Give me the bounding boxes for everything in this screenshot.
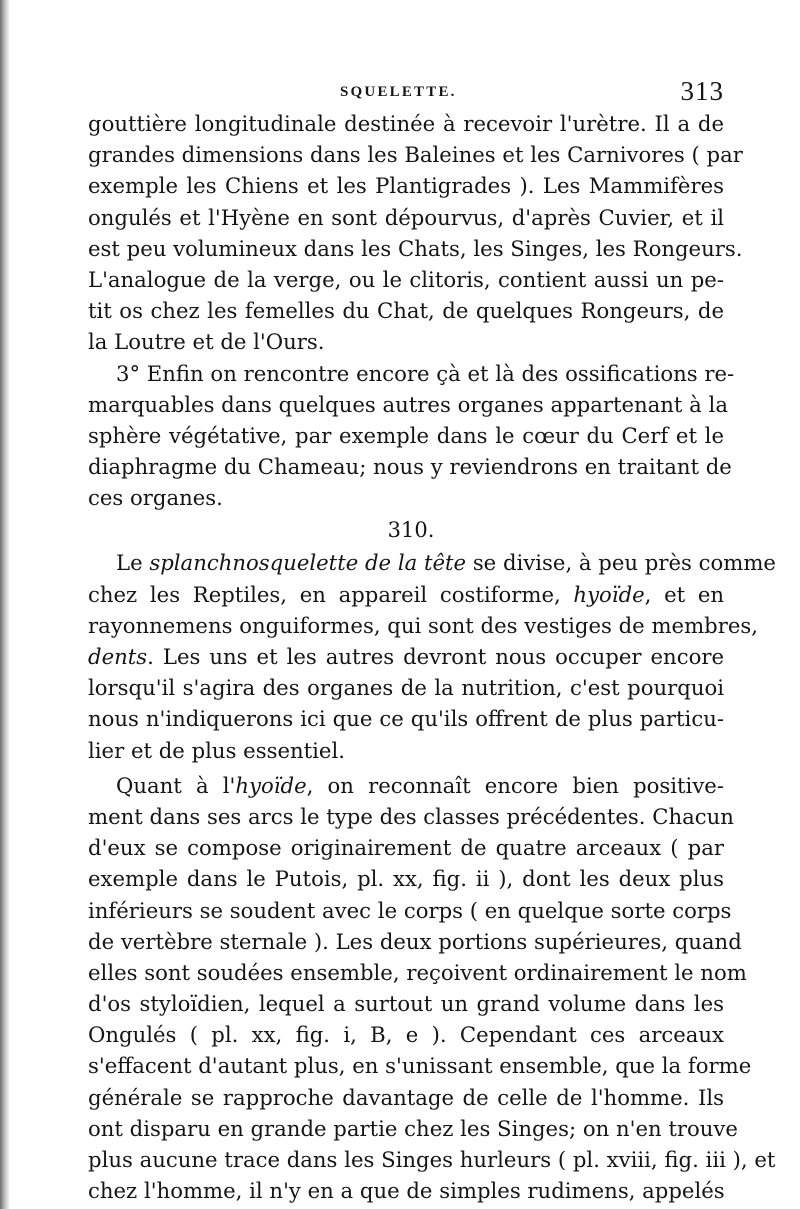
italic-term: splanchnosquelette de la tête <box>149 550 467 576</box>
text-run: . Les uns et les autres devront nous occuper encore <box>147 644 724 669</box>
section-number: 310. <box>387 518 435 543</box>
text-line: Ongulés ( pl. xx, fig. i, B, e ). Cependant ces arceaux <box>88 1022 724 1048</box>
text-line: grandes dimensions dans les Baleines et les Carnivores ( par <box>88 142 743 168</box>
text-line: exemple les Chiens et les Plantigrades ). Les Mammifères <box>88 173 724 199</box>
text-line: lier et de plus essentiel. <box>88 737 345 763</box>
italic-term: hyoïde <box>235 772 307 798</box>
text-line <box>88 547 776 578</box>
text-line: chez l'homme, il n'y en a que de simples rudimens, appelés <box>88 1178 725 1204</box>
italic-term: dents <box>88 644 148 669</box>
text-line <box>88 641 724 672</box>
text-line: est peu volumineux dans les Chats, les Singes, les Rongeurs. <box>88 235 743 261</box>
text-run: Le <box>116 550 150 576</box>
paragraph-3 <box>88 547 776 765</box>
page-number: 313 <box>680 76 724 106</box>
text-line <box>88 579 724 610</box>
text-line: gouttière longitudinale destinée à recevoir l'urètre. Il a de <box>88 111 724 136</box>
book-spine-shadow <box>0 0 10 1209</box>
text-line: tit os chez les femelles du Chat, de quelques Rongeurs, de <box>88 298 724 324</box>
text-run: , et en <box>644 581 725 607</box>
text-line: ongulés et l'Hyène en sont dépourvus, d'après Cuvier, et il <box>88 204 724 230</box>
text-run: se divise, à peu près comme <box>466 550 776 576</box>
text-line: inférieurs se soudent avec le corps ( en quelque sorte corps <box>88 897 732 923</box>
text-line: nous n'indiquerons ici que ce qu'ils offrent de plus particu- <box>88 706 724 732</box>
text-line: exemple dans le Putois, pl. xx, fig. ii ), dont les deux plus <box>88 866 724 892</box>
book-page <box>88 74 776 1206</box>
text-line: ont disparu en grande partie chez les Singes; on n'en trouve <box>88 1115 738 1141</box>
text-line: 3° Enfin on rencontre encore çà et là des ossifications re- <box>116 360 735 386</box>
text-line: diaphragme du Chameau; nous y reviendrons en traitant de <box>88 454 732 480</box>
text-line: L'analogue de la verge, ou le clitoris, contient aussi un pe- <box>88 266 724 292</box>
text-line: plus aucune trace dans les Singes hurleurs ( pl. xviii, fig. iii ), et <box>88 1147 776 1172</box>
text-line: marquables dans quelques autres organes appartenant à la <box>88 391 728 417</box>
text-line: elles sont soudées ensemble, reçoivent ordinairement le nom <box>88 959 747 985</box>
text-line: d'eux se compose originairement de quatre arceaux ( par <box>88 835 724 861</box>
text-line: de vertèbre sternale ). Les deux portions supérieures, quand <box>88 928 742 954</box>
text-line: s'effacent d'autant plus, en s'unissant ensemble, que la forme <box>88 1053 752 1079</box>
text-line: ment dans ses arcs le type des classes précédentes. Chacun <box>88 803 734 829</box>
text-run: , on reconnaît encore bien positive- <box>306 772 724 798</box>
paragraph-1 <box>88 108 743 358</box>
text-line: ces organes. <box>88 485 223 511</box>
paragraph-2 <box>88 358 735 514</box>
running-title: SQUELETTE. <box>340 84 457 100</box>
text-run: chez les Reptiles, en appareil costiforme, <box>88 581 574 607</box>
text-line: lorsqu'il s'agira des organes de la nutrition, c'est pourquoi <box>88 675 724 701</box>
text-line: rayonnemens onguiformes, qui sont des vestiges de membres, <box>88 612 759 638</box>
italic-term: hyoïde <box>573 581 645 607</box>
running-header <box>88 74 724 108</box>
text-line: d'os styloïdien, lequel a surtout un grand volume dans les <box>88 991 724 1017</box>
text-line <box>88 770 724 801</box>
text-line: la Loutre et de l'Ours. <box>88 329 325 355</box>
text-run: Quant à l' <box>116 772 236 798</box>
text-line: sphère végétative, par exemple dans le cœur du Cerf et le <box>88 422 724 448</box>
text-line: générale se rapproche davantage de celle de l'homme. Ils <box>88 1084 724 1110</box>
paragraph-4 <box>88 770 776 1207</box>
